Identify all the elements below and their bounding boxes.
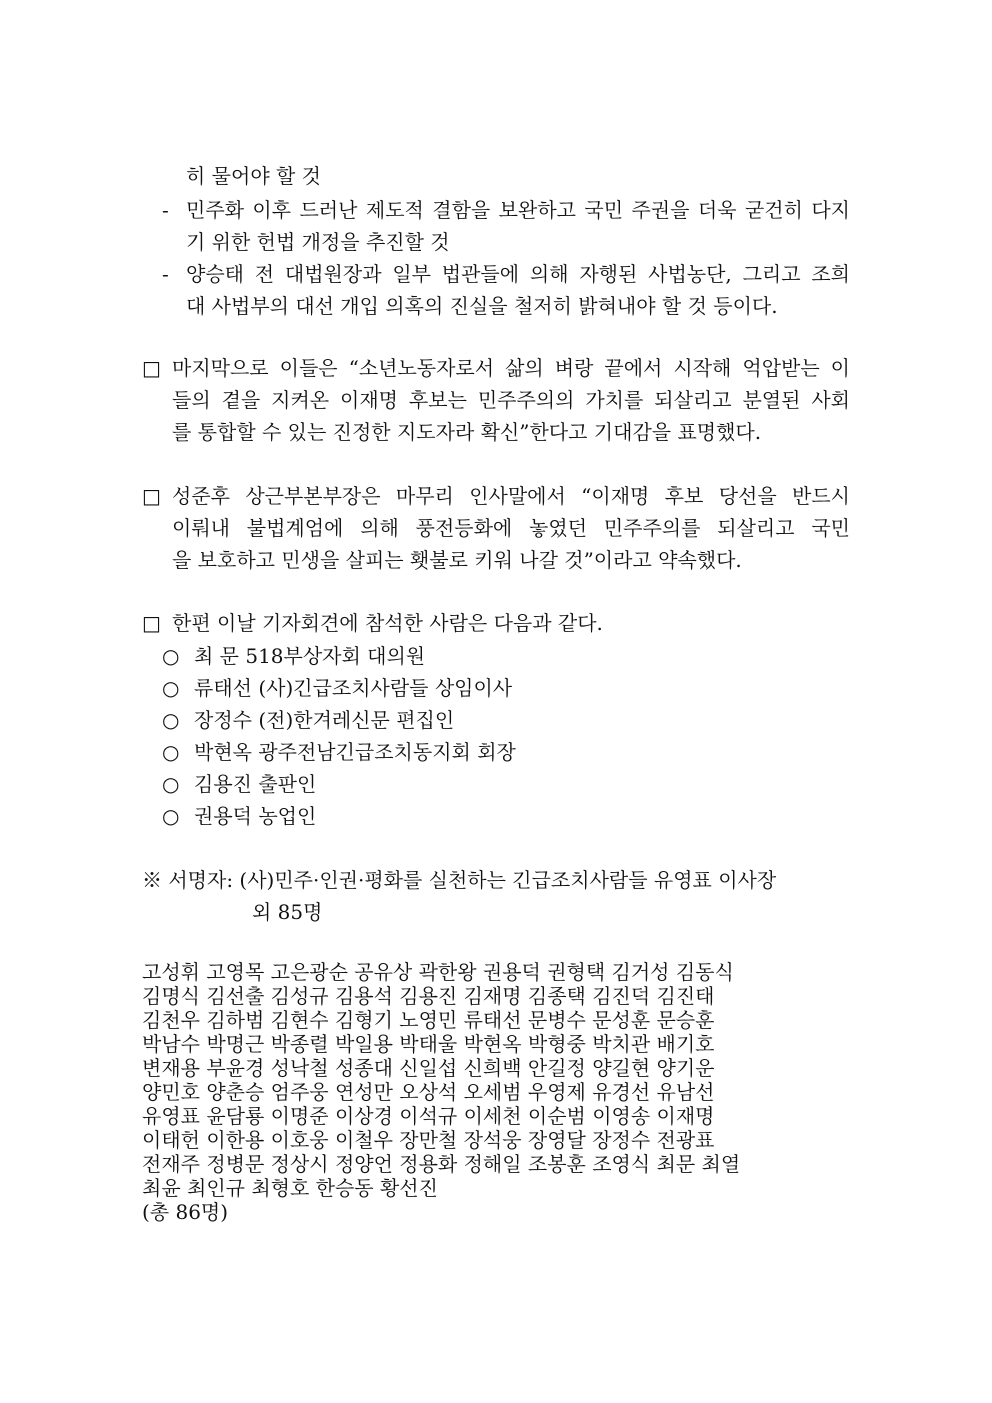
bullet-continuation: 히 물어야 할 것 bbox=[186, 164, 321, 188]
attendee-1: 최 문 518부상자회 대의원 bbox=[194, 644, 426, 668]
names-row: 김천우 김하범 김현수 김형기 노영민 류태선 문병수 문성훈 문승훈 bbox=[142, 1008, 715, 1032]
paragraph-3-line1: 한편 이날 기자회견에 참석한 사람은 다음과 같다. bbox=[172, 611, 603, 635]
circle-bullet: ○ bbox=[162, 772, 180, 796]
bullet-judiciary-line2: 대 사법부의 대선 개입 의혹의 진실을 철저히 밝혀내야 할 것 등이다. bbox=[186, 294, 778, 318]
circle-bullet: ○ bbox=[162, 804, 180, 828]
paragraph-1-line3: 를 통합할 수 있는 진정한 지도자라 확신”한다고 기대감을 표명했다. bbox=[172, 420, 762, 444]
names-row: 양민호 양춘승 엄주웅 연성만 오상석 오세범 우영제 유경선 유남선 bbox=[142, 1080, 715, 1104]
checkbox-bullet: □ bbox=[142, 484, 161, 508]
names-row: 고성휘 고영목 고은광순 공유상 곽한왕 권용덕 권형택 김거성 김동식 bbox=[142, 960, 734, 984]
names-row: 최윤 최인규 최형호 한승동 황선진 bbox=[142, 1176, 438, 1200]
names-row: 김명식 김선출 김성규 김용석 김용진 김재명 김종택 김진덕 김진태 bbox=[142, 984, 715, 1008]
attendee-3: 장정수 (전)한겨레신문 편집인 bbox=[194, 708, 455, 732]
bullet-constitution-line2: 기 위한 헌법 개정을 추진할 것 bbox=[186, 230, 450, 254]
attendee-6: 권용덕 농업인 bbox=[194, 804, 317, 828]
signatory-names bbox=[142, 960, 740, 1224]
names-row: 전재주 정병문 정상시 정양언 정용화 정해일 조봉훈 조영식 최문 최열 bbox=[142, 1152, 741, 1176]
attendee-5: 김용진 출판인 bbox=[194, 772, 317, 796]
names-row: 변재용 부윤경 성낙철 성종대 신일섭 신희백 안길정 양길현 양기운 bbox=[142, 1056, 715, 1080]
paragraph-1-line1: 마지막으로 이들은 “소년노동자로서 삶의 벼랑 끝에서 시작해 억압받는 이 bbox=[172, 356, 850, 380]
attendee-2: 류태선 (사)긴급조치사람들 상임이사 bbox=[194, 676, 513, 700]
paragraph-2-line3: 을 보호하고 민생을 살피는 횃불로 키워 나갈 것”이라고 약속했다. bbox=[172, 548, 742, 572]
names-row: 이태헌 이한용 이호웅 이철우 장만철 장석웅 장영달 장정수 전광표 bbox=[142, 1128, 715, 1152]
paragraph-1-line2: 들의 곁을 지켜온 이재명 후보는 민주주의의 가치를 되살리고 분열된 사회 bbox=[172, 388, 850, 412]
circle-bullet: ○ bbox=[162, 676, 180, 700]
signatory-note: ※ 서명자: (사)민주·인권·평화를 실천하는 긴급조치사람들 유영표 이사장 bbox=[142, 868, 777, 892]
circle-bullet: ○ bbox=[162, 708, 180, 732]
checkbox-bullet: □ bbox=[142, 611, 161, 635]
bullet-dash: - bbox=[162, 198, 169, 222]
names-row: 유영표 윤담룡 이명준 이상경 이석규 이세천 이순범 이영송 이재명 bbox=[142, 1104, 715, 1128]
paragraph-2-line2: 이뤄내 불법계엄에 의해 풍전등화에 놓였던 민주주의를 되살리고 국민 bbox=[172, 516, 850, 540]
bullet-judiciary-line1: 양승태 전 대법원장과 일부 법관들에 의해 자행된 사법농단, 그리고 조희 bbox=[186, 262, 850, 286]
bullet-constitution-line1: 민주화 이후 드러난 제도적 결함을 보완하고 국민 주권을 더욱 굳건히 다지 bbox=[186, 198, 850, 222]
signatory-note-count: 외 85명 bbox=[252, 900, 323, 924]
names-row: 박남수 박명근 박종렬 박일용 박태울 박현옥 박형중 박치관 배기호 bbox=[142, 1032, 715, 1056]
names-total: (총 86명) bbox=[142, 1200, 229, 1224]
circle-bullet: ○ bbox=[162, 644, 180, 668]
checkbox-bullet: □ bbox=[142, 356, 161, 380]
bullet-dash: - bbox=[162, 262, 169, 286]
paragraph-2-line1: 성준후 상근부본부장은 마무리 인사말에서 “이재명 후보 당선을 반드시 bbox=[172, 484, 850, 508]
circle-bullet: ○ bbox=[162, 740, 180, 764]
attendee-4: 박현옥 광주전남긴급조치동지회 회장 bbox=[194, 740, 516, 764]
